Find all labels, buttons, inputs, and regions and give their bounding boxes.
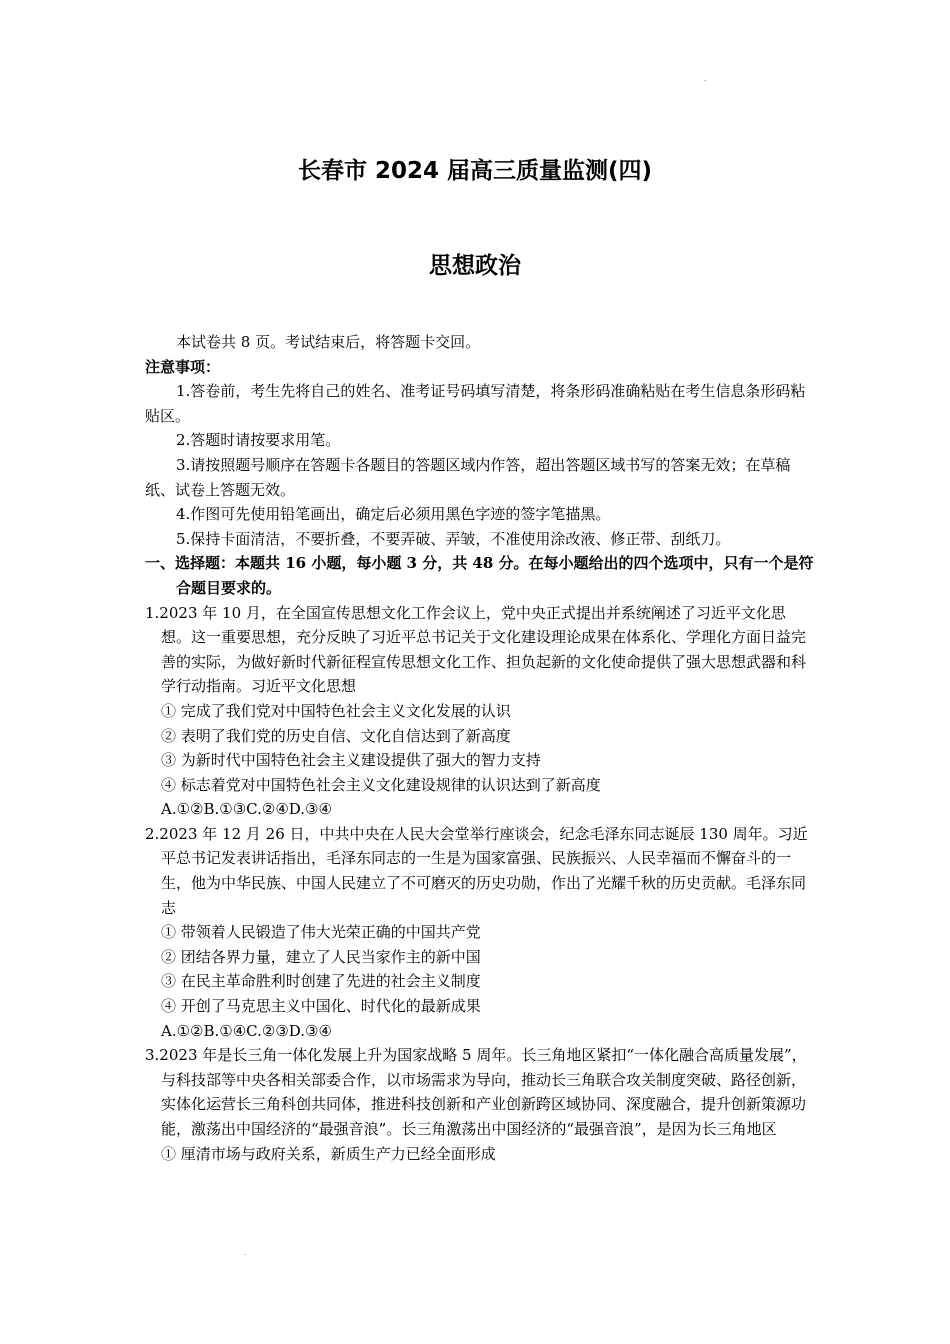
question-option: ② 团结各界力量，建立了人民当家作主的新中国	[161, 947, 481, 966]
answer-choices: A.①②B.①③C.②④D.③④	[161, 800, 332, 819]
question-option: ① 完成了我们党对中国特色社会主义文化发展的认识	[161, 701, 511, 720]
question-option: ③ 为新时代中国特色社会主义建设提供了强大的智力支持	[161, 751, 541, 770]
question-2	[145, 822, 815, 1043]
notice-label: 注意事项：	[145, 357, 221, 376]
notice-item: 4.作图可先使用铅笔画出，确定后必须用黑色字迹的签字笔描黑。	[176, 505, 611, 524]
question-option: ① 厘清市场与政府关系，新质生产力已经全面形成	[161, 1144, 496, 1163]
exam-body	[145, 330, 815, 1166]
question-1	[145, 601, 815, 822]
intro-text: 本试卷共 8 页。考试结束后，将答题卡交回。	[176, 333, 481, 351]
exam-title: 长春市 2024 届高三质量监测(四)	[297, 158, 653, 184]
question-stem: 3.2023 年是长三角一体化发展上升为国家战略 5 周年。长三角地区紧扣“一体化融合高质量发展”，与科技部等中央各相关部委合作，以市场需求为导向，推动长三角联合攻关制度突破、路径创新，实体化运营长三角科创共同体，推进科技创新和产业创新跨区域协同、深度融合，提升创新策源功能，激荡出中国经济的“最强音浪”。长三角激荡出中国经济的“最强音浪”，是因为长三角地区	[145, 1046, 807, 1138]
notice-item: 5.保持卡面清洁，不要折叠，不要弄破、弄皱，不准使用涂改液、修正带、刮纸刀。	[176, 529, 731, 548]
question-option: ④ 标志着党对中国特色社会主义文化建设规律的认识达到了新高度	[161, 775, 601, 794]
question-option: ① 带领着人民锻造了伟大光荣正确的中国共产党	[161, 923, 481, 942]
section-heading: 一、选择题：本题共 16 小题，每小题 3 分，共 48 分。在每小题给出的四个选项中，只有一个是符合题目要求的。	[145, 554, 814, 597]
scan-speck	[704, 80, 706, 81]
subject-title: 思想政治	[429, 253, 521, 279]
question-option: ③ 在民主革命胜利时创建了先进的社会主义制度	[161, 972, 481, 991]
question-option: ② 表明了我们党的历史自信、文化自信达到了新高度	[161, 726, 511, 745]
notice-item: 3.请按照题号顺序在答题卡各题目的答题区域内作答，超出答题区域书写的答案无效；在草稿纸、试卷上答题无效。	[145, 455, 791, 499]
scan-speck	[244, 1254, 246, 1255]
question-3	[145, 1043, 815, 1166]
question-stem: 2.2023 年 12 月 26 日，中共中央在人民大会堂举行座谈会，纪念毛泽东同志诞辰 130 周年。习近平总书记发表讲话指出，毛泽东同志的一生是为国家富强、民族振兴、人民幸福而不懈奋斗的一生，他为中华民族、中国人民建立了不可磨灭的历史功勋，作出了光耀千秋的历史贡献。毛泽东同志	[145, 824, 808, 917]
question-stem: 1.2023 年 10 月，在全国宣传思想文化工作会议上，党中央正式提出并系统阐述了习近平文化思想。这一重要思想，充分反映了习近平总书记关于文化建设理论成果在体系化、学理化方面日益完善的实际，为做好新时代新征程宣传思想文化工作、担负起新的文化使命提供了强大思想武器和科学行动指南。习近平文化思想	[145, 603, 807, 696]
question-option: ④ 开创了马克思主义中国化、时代化的最新成果	[161, 997, 481, 1016]
notice-item: 2.答题时请按要求用笔。	[176, 431, 341, 450]
notice-item: 1.答卷前，考生先将自己的姓名、准考证号码填写清楚，将条形码准确粘贴在考生信息条形码粘贴区。	[145, 382, 806, 425]
answer-choices: A.①②B.①④C.②③D.③④	[161, 1021, 332, 1040]
